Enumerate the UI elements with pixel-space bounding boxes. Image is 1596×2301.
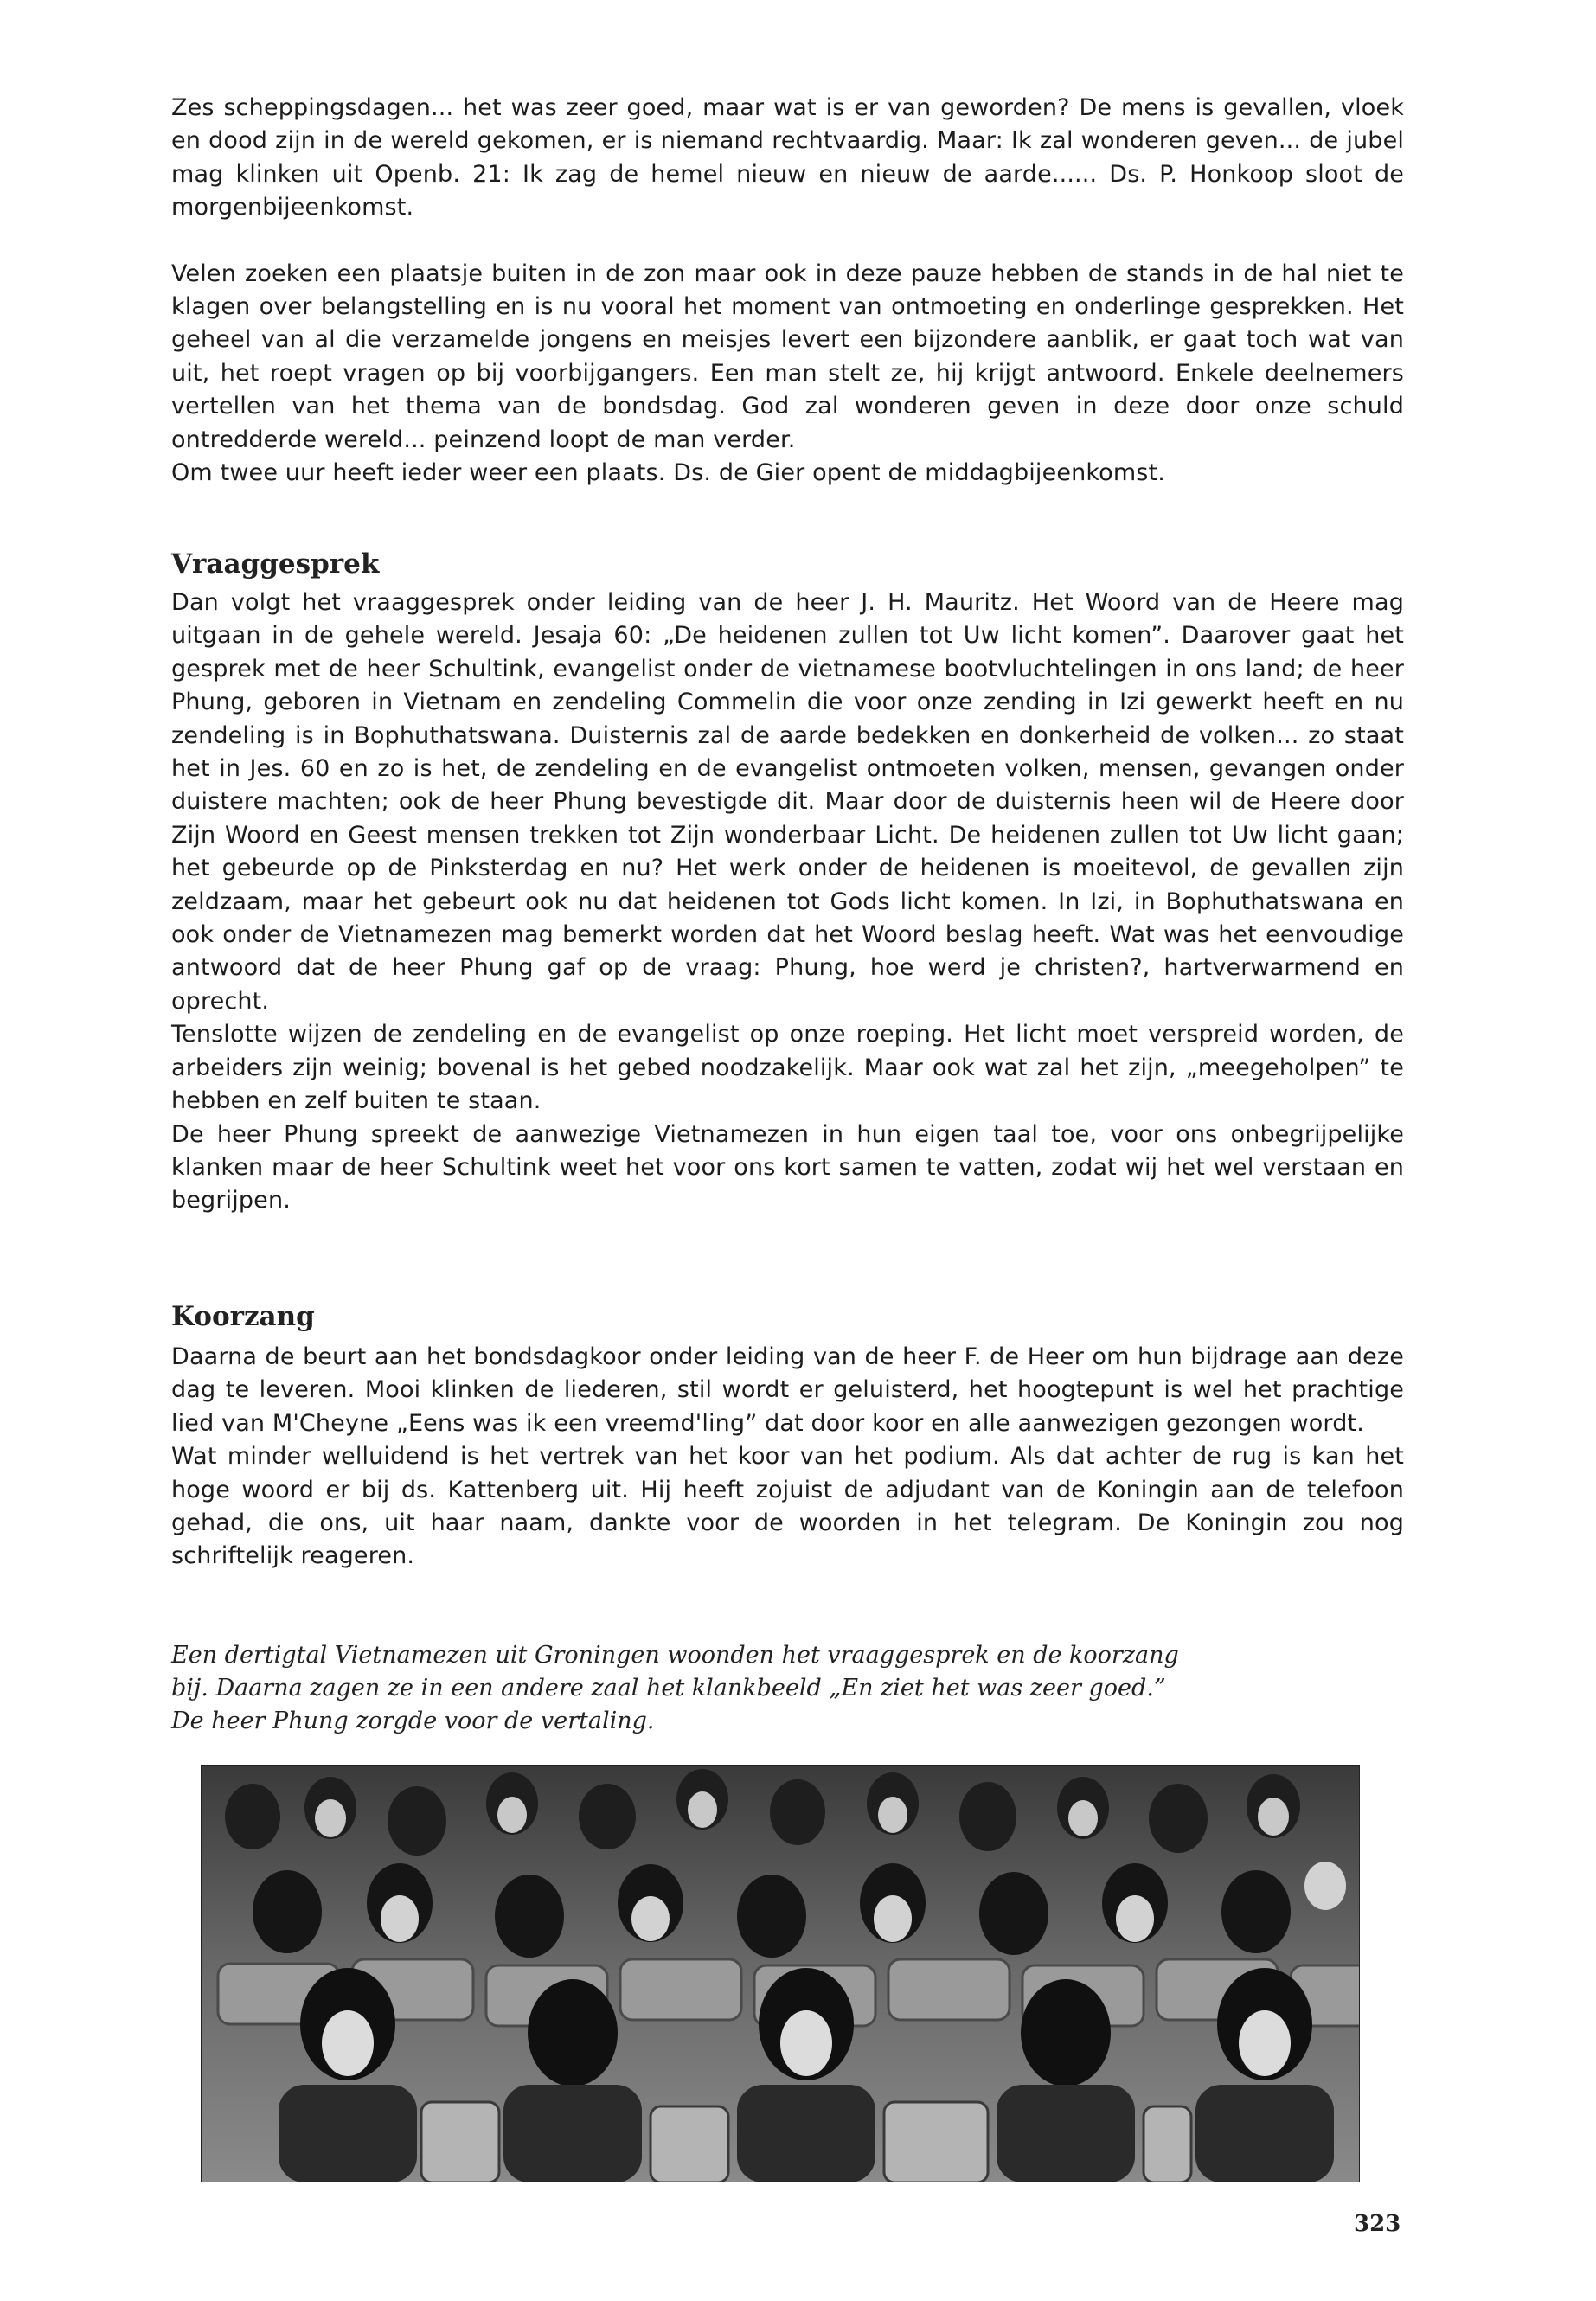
audience-photo: [201, 1765, 1360, 2182]
heading-koorzang: Koorzang: [171, 1301, 315, 1332]
section-koorzang-text: [171, 1341, 1404, 1574]
page-number: 323: [1354, 2211, 1401, 2237]
section-vraaggesprek-text: [171, 586, 1404, 1218]
paragraph-choir: Daarna de beurt aan het bondsdagkoor onder leiding van de heer F. de Heer om hun bijdrage aan deze dag te leveren. Mooi klinken de liederen, stil wordt er geluisterd, het hoogtepunt is wel het prachtige lied van M'Cheyne „Eens was ik een vreemd'ling” dat door koor en alle aanwezigen gezongen wordt.: [171, 1343, 1404, 1437]
caption-line: De heer Phung zorgde voor de vertaling.: [171, 1708, 655, 1734]
paragraph-afternoon-opening: Om twee uur heeft ieder weer een plaats. Ds. de Gier opent de middagbijeenkomst.: [171, 459, 1165, 487]
caption-line: Een dertigtal Vietnamezen uit Groningen woonden het vraaggesprek en de koorzang: [171, 1642, 1179, 1669]
paragraph-choir-departure: Wat minder welluidend is het vertrek van het koor van het podium. Als dat achter de rug is kan het hoge woord er bij ds. Kattenberg uit. Hij heeft zojuist de adjudant van de Koningin aan de telefoon gehad, die ons, uit haar naam, dankte voor de woorden in het telegram. De Koningin zou nog schriftelijk reageren.: [171, 1443, 1404, 1570]
paragraph-phung-address: De heer Phung spreekt de aanwezige Vietnamezen in hun eigen taal toe, voor ons onbegrijpelijke klanken maar de heer Schultink weet het voor ons kort samen te vatten, zodat wij het wel verstaan en begrijpen.: [171, 1120, 1404, 1215]
paragraph-interview: Dan volgt het vraaggesprek onder leiding van de heer J. H. Mauritz. Het Woord van de Heere mag uitgaan in de gehele wereld. Jesaja 60: „De heidenen zullen tot Uw licht komen”. Daarover gaat het gesprek met de heer Schultink, evangelist onder de vietnamese bootvluchtelingen in ons land; de heer Phung, geboren in Vietnam en zendeling Commelin die voor onze zending in Izi gewerkt heeft en nu zendeling is in Bophuthatswana. Duisternis zal de aarde bedekken en donkerheid de volken... zo staat het in Jes. 60 en zo is het, de zendeling en de evangelist ontmoeten volken, mensen, gevangen onder duistere machten; ook de heer Phung bevestigde dit. Maar door de duisternis heen wil de Heere door Zijn Woord en Geest mensen trekken tot Zijn wonderbaar Licht. De heidenen zullen tot Uw licht gaan; het gebeurde op de Pinksterdag en nu? Het werk onder de heidenen is moeitevol, de gevallen zijn zeldzaam, maar het gebeurt ook nu dat heidenen tot Gods licht komen. In Izi, in Bophuthatswana en ook onder de Vietnamezen mag bemerkt worden dat het Woord beslag heeft. Wat was het eenvoudige antwoord dat de heer Phung gaf op de vraag: Phung, hoe werd je christen?, hartverwarmend en oprecht.: [171, 589, 1404, 1015]
caption-line: bij. Daarna zagen ze in een andere zaal het klankbeeld „En ziet het was zeer goed.”: [171, 1675, 1166, 1702]
audience-photo-illustration: [201, 1765, 1360, 2182]
paragraph-calling: Tenslotte wijzen de zendeling en de evangelist op onze roeping. Het licht moet verspreid worden, de arbeiders zijn weinig; bovenal is het gebed noodzakelijk. Maar ook wat zal het zijn, „meegeholpen” te hebben en zelf buiten te staan.: [171, 1021, 1404, 1115]
paragraph-pause: Velen zoeken een plaatsje buiten in de zon maar ook in deze pauze hebben de stands in de hal niet te klagen over belangstelling en is nu vooral het moment van ontmoeting en onderlinge gesprekken. Het geheel van al die verzamelde jongens en meisjes levert een bijzondere aanblik, er gaat toch wat van uit, het roept vragen op bij voorbijgangers. Een man stelt ze, hij krijgt antwoord. Enkele deelnemers vertellen van het thema van de bondsdag. God zal wonderen geven in deze door onze schuld ontredderde wereld... peinzend loopt de man verder.: [171, 260, 1404, 453]
photo-caption: [171, 1639, 1404, 1738]
paragraph-morning-closing: Zes scheppingsdagen... het was zeer goed, maar wat is er van geworden? De mens is gevallen, vloek en dood zijn in de wereld gekomen, er is niemand rechtvaardig. Maar: Ik zal wonderen geven... de jubel mag klinken uit Openb. 21: Ik zag de hemel nieuw en nieuw de aarde...... Ds. P. Honkoop sloot de morgenbijeenkomst.: [171, 94, 1404, 221]
intro-text: [171, 92, 1404, 490]
heading-vraaggesprek: Vraaggesprek: [171, 548, 380, 580]
